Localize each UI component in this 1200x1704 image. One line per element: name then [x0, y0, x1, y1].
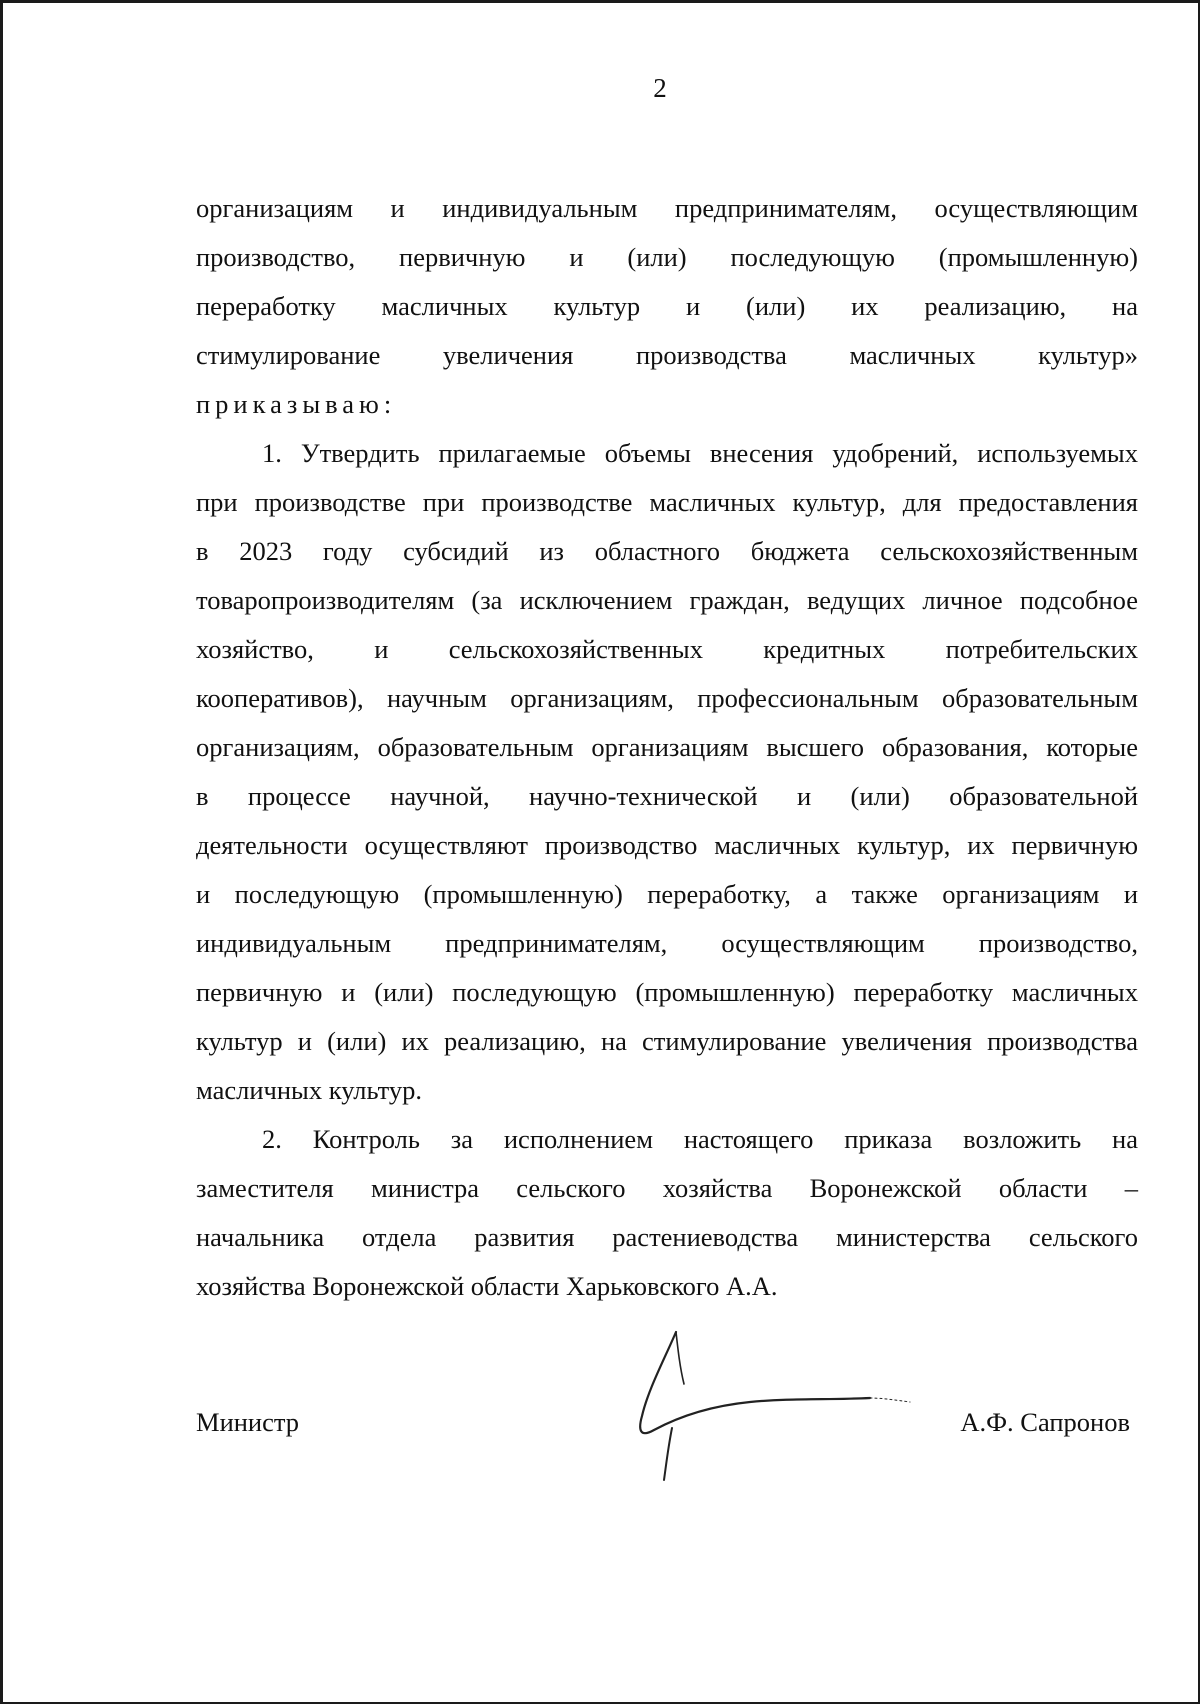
- text-line: стимулирование увеличения производства масличных культур»: [196, 340, 1138, 370]
- intro-paragraph: [196, 184, 1138, 429]
- signer-title: Министр: [196, 1407, 300, 1437]
- text-line: переработку масличных культур и (или) их реализацию, на: [196, 291, 1138, 321]
- text-line: 2. Контроль за исполнением настоящего приказа возложить на: [262, 1124, 1138, 1154]
- text-line: 1. Утвердить прилагаемые объемы внесения удобрений, используемых: [262, 438, 1138, 468]
- text-line: начальника отдела развития растениеводства министерства сельского: [196, 1222, 1138, 1252]
- text-line: индивидуальным предпринимателям, осуществляющим производство,: [196, 928, 1138, 958]
- text-line: деятельности осуществляют производство масличных культур, их первичную: [196, 830, 1138, 860]
- item-1-paragraph: [196, 429, 1138, 1115]
- text-line: кооперативов), научным организациям, профессиональным образовательным: [196, 683, 1138, 713]
- item-2-paragraph: [196, 1115, 1138, 1311]
- order-word: приказываю:: [196, 389, 397, 419]
- text-line: производство, первичную и (или) последующую (промышленную): [196, 242, 1138, 272]
- text-line: при производстве при производстве масличных культур, для предоставления: [196, 487, 1138, 517]
- text-line: хозяйства Воронежской области Харьковского А.А.: [196, 1271, 778, 1301]
- text-line: хозяйство, и сельскохозяйственных кредитных потребительских: [196, 634, 1138, 664]
- signature-block: [196, 1398, 1138, 1458]
- document-body: [196, 184, 1138, 1311]
- signer-name: А.Ф. Сапронов: [960, 1407, 1130, 1437]
- text-line: первичную и (или) последующую (промышленную) переработку масличных: [196, 977, 1138, 1007]
- text-line: товаропроизводителям (за исключением граждан, ведущих личное подсобное: [196, 585, 1138, 615]
- text-line: организациям, образовательным организациям высшего образования, которые: [196, 732, 1138, 762]
- text-line: в процессе научной, научно-технической и (или) образовательной: [196, 781, 1138, 811]
- text-line: в 2023 году субсидий из областного бюджета сельскохозяйственным: [196, 536, 1138, 566]
- text-line: и последующую (промышленную) переработку, а также организациям и: [196, 879, 1138, 909]
- text-line: культур и (или) их реализацию, на стимулирование увеличения производства: [196, 1026, 1138, 1056]
- text-line: заместителя министра сельского хозяйства Воронежской области –: [196, 1173, 1138, 1203]
- text-line: организациям и индивидуальным предпринимателям, осуществляющим: [196, 193, 1138, 223]
- page-number: 2: [653, 73, 667, 103]
- text-line: масличных культур.: [196, 1075, 422, 1105]
